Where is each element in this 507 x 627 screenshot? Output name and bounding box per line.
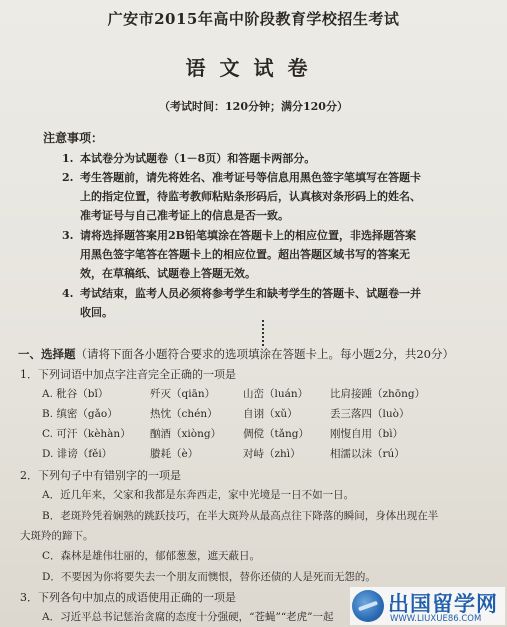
question-stem: 3．下列各句中加点的成语使用正确的一项是 — [20, 591, 236, 604]
site-watermark — [350, 587, 505, 625]
text-cursor — [262, 320, 265, 346]
note-item — [62, 284, 421, 303]
note-line: 上的指定位置，待监考教师粘贴条形码后，认真核对条形码上的姓名、 — [80, 190, 421, 203]
note-line: 用黑色签字笔答在答题卡上的相应位置。超出答题区域书写的答案无 — [80, 248, 410, 261]
option-term: 相濡以沫（rú） — [330, 448, 405, 460]
watermark-brand: 出国留学网 — [388, 592, 498, 616]
note-line: 准考证号与自己准考证上的信息是否一致。 — [80, 209, 289, 222]
question-stem: 2．下列句子中有错别字的一项是 — [20, 469, 181, 482]
option-term: 賸耗（è） — [150, 448, 199, 460]
note-number: 3. — [62, 229, 74, 242]
note-number: 1. — [62, 152, 74, 165]
note-number: 4. — [62, 287, 74, 300]
note-line: 考试结束，监考人员必须将参考学生和缺考学生的答题卡、试题卷一并 — [80, 287, 421, 300]
section-title — [18, 346, 454, 362]
option-term: 歼灭（qiān） — [150, 388, 216, 400]
note-line: 收回。 — [80, 306, 113, 319]
option-term: 比肩接踵（zhōng） — [330, 388, 426, 400]
answer-option: C．森林是雄伟壮丽的，郁郁葱葱，遮天蔽日。 — [42, 550, 261, 562]
answer-option: D．不要因为你将要失去一个朋友而懊恨，替你还债的人是死而无怨的。 — [42, 571, 376, 583]
option-term: 倜傥（tǎng） — [243, 428, 309, 440]
answer-option: A. 秕谷（bǐ） — [42, 388, 109, 400]
option-term: 自诩（xǔ） — [243, 408, 298, 420]
section-instruction: （请将下面各小题符合要求的选项填涂在答题卡上。每小题2分，共20分） — [75, 347, 454, 361]
answer-option: B．老斑羚凭着娴熟的跳跃技巧，在半大斑羚从最高点往下降落的瞬间，身体出现在半 — [42, 510, 439, 522]
note-item — [62, 149, 315, 168]
option-term: 酗酒（xiòng） — [150, 428, 222, 440]
note-line: 本试卷分为试题卷（1－8页）和答题卡两部分。 — [80, 152, 316, 165]
answer-option: A．近几年来，父家和我都是东奔西走，家中光境是一日不如一日。 — [42, 489, 355, 501]
answer-option: A．习近平总书记惩治贪腐的态度十分强硬，“苍蝇”“老虎”一起 — [42, 611, 334, 623]
note-line: 请将选择题答案用2B铅笔填涂在答题卡上的相应位置，非选择题答案 — [80, 229, 416, 242]
question-stem: 1．下列词语中加点字注音完全正确的一项是 — [20, 368, 236, 381]
option-term: 山峦（luán） — [243, 388, 309, 400]
answer-option-cont: 大斑羚的蹄下。 — [20, 530, 94, 542]
notes-title: 注意事项： — [43, 131, 104, 145]
note-number: 2. — [62, 171, 74, 184]
note-line: 考生答题前，请先将姓名、准考证号等信息用黑色签字笔填写在答题卡 — [80, 171, 421, 184]
section-heading: 一、选择题 — [18, 347, 76, 361]
watermark-url: WWW.LIUXUE86.COM — [390, 614, 482, 624]
note-item — [62, 168, 421, 187]
answer-option: C. 可汗（kèhàn） — [42, 428, 131, 440]
option-term: 对峙（zhì） — [243, 448, 301, 460]
option-term: 热忱（chén） — [150, 408, 218, 420]
answer-option: D. 诽谤（fěi） — [42, 448, 113, 460]
globe-logo-icon — [352, 590, 384, 622]
note-line: 效，在草稿纸、试题卷上答题无效。 — [80, 267, 256, 280]
exam-info: （考试时间：120分钟；满分120分） — [159, 100, 348, 113]
answer-option: B. 缜密（gǎo） — [42, 408, 118, 420]
exam-title: 广安市2015年高中阶段教育学校招生考试 — [107, 10, 400, 28]
option-term: 丢三落四（luò） — [330, 408, 410, 420]
option-term: 刚愎自用（bì） — [330, 428, 404, 440]
subject-title: 语文试卷 — [185, 56, 322, 80]
note-item — [62, 226, 416, 245]
